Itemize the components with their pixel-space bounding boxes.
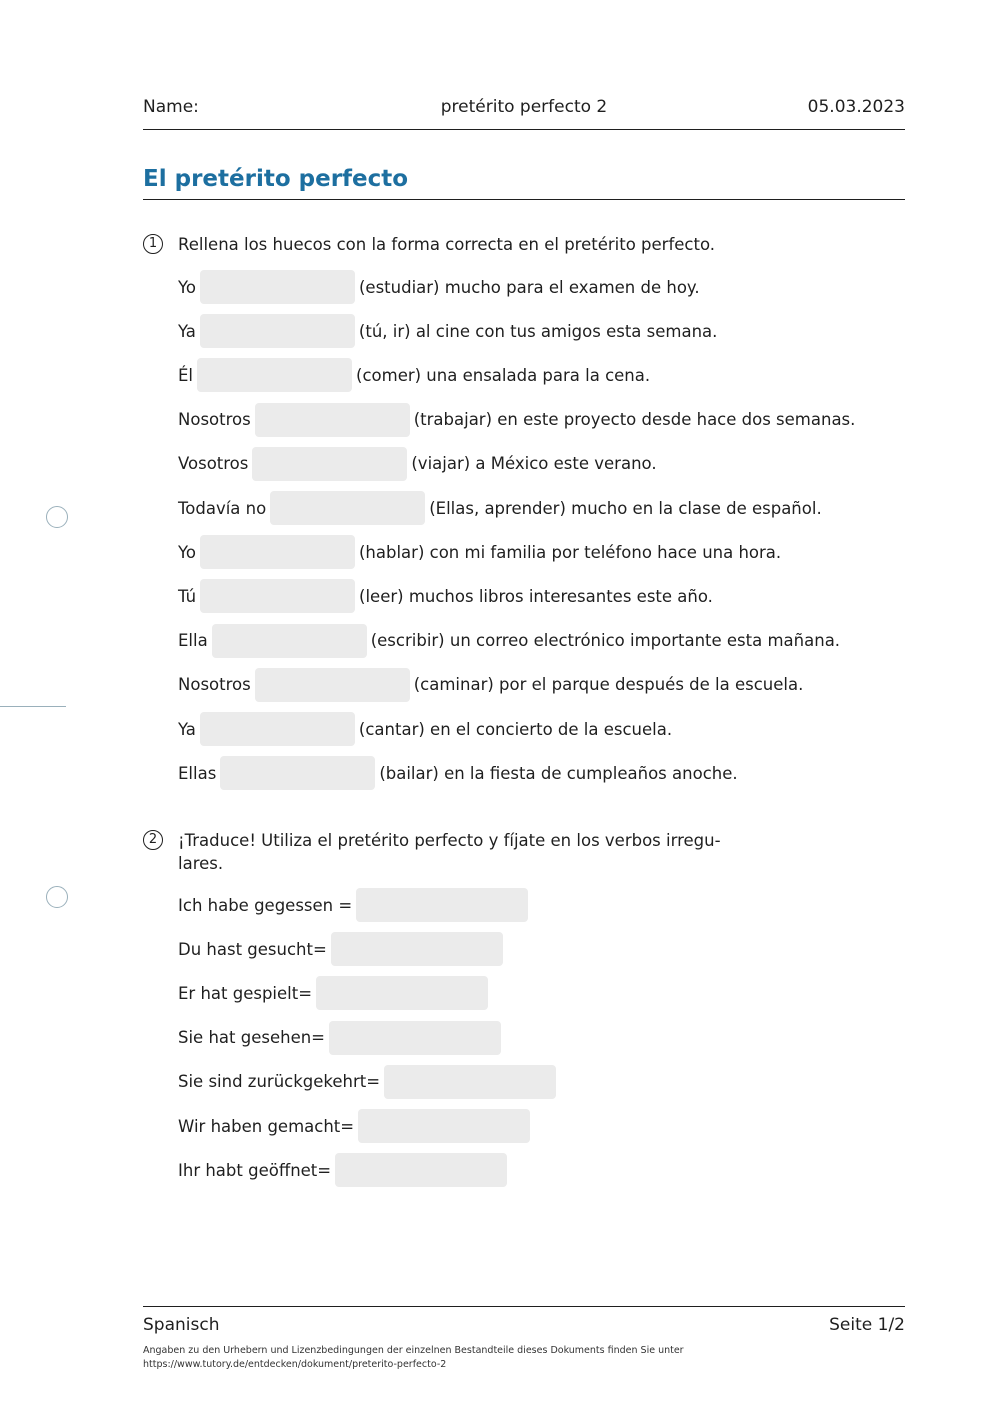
task-number-1: 1: [143, 234, 163, 254]
exercise-line: [178, 624, 840, 658]
answer-blank[interactable]: [252, 447, 407, 481]
answer-blank[interactable]: [200, 314, 355, 348]
exercise-prompt: Ich habe gegessen =: [178, 895, 353, 915]
answer-blank[interactable]: [255, 403, 410, 437]
exercise-hint: (escribir) un correo electrónico importante esta mañana.: [370, 631, 841, 651]
document-title: pretérito perfecto 2: [440, 97, 608, 117]
answer-blank[interactable]: [358, 1109, 530, 1143]
document-date: 05.03.2023: [807, 97, 905, 117]
exercise-line: [178, 535, 781, 569]
answer-blank[interactable]: [335, 1153, 507, 1187]
answer-blank[interactable]: [331, 932, 503, 966]
page-heading: El pretérito perfecto: [143, 166, 409, 192]
exercise-line: [178, 888, 532, 922]
exercise-prompt: Tú: [178, 586, 197, 606]
fold-mark: [0, 706, 66, 707]
exercise-prompt: Wir haben gemacht=: [178, 1116, 355, 1136]
answer-blank[interactable]: [384, 1065, 556, 1099]
footer-rule: [143, 1306, 905, 1307]
task2-instruction-line2: lares.: [178, 854, 224, 873]
exercise-prompt: Nosotros: [178, 675, 251, 695]
answer-blank[interactable]: [200, 579, 355, 613]
answer-blank[interactable]: [270, 491, 425, 525]
exercise-prompt: Ya: [178, 719, 196, 739]
exercise-prompt: Ya: [178, 321, 196, 341]
task1-instruction: Rellena los huecos con la forma correcta en el pretérito perfecto.: [178, 235, 716, 254]
license-note-url: https://www.tutory.de/entdecken/dokument/preterito-perfecto-2: [143, 1359, 447, 1370]
exercise-line: [178, 314, 717, 348]
heading-rule: [143, 199, 905, 200]
exercise-prompt: Vosotros: [178, 454, 249, 474]
task-number-2: 2: [143, 830, 163, 850]
answer-blank[interactable]: [212, 624, 367, 658]
exercise-line: [178, 712, 672, 746]
answer-blank[interactable]: [316, 976, 488, 1010]
exercise-line: [178, 358, 650, 392]
exercise-hint: (cantar) en el concierto de la escuela.: [358, 719, 673, 739]
exercise-hint: (trabajar) en este proyecto desde hace dos semanas.: [413, 410, 856, 430]
exercise-prompt: Er hat gespielt=: [178, 983, 313, 1003]
exercise-line: [178, 491, 822, 525]
exercise-line: [178, 932, 507, 966]
exercise-line: [178, 976, 492, 1010]
answer-blank[interactable]: [200, 535, 355, 569]
exercise-line: [178, 1021, 505, 1055]
exercise-prompt: Él: [178, 365, 194, 385]
answer-blank[interactable]: [356, 888, 528, 922]
exercise-hint: (estudiar) mucho para el examen de hoy.: [358, 277, 700, 297]
exercise-prompt: Du hast gesucht=: [178, 939, 327, 959]
exercise-prompt: Sie sind zurückgekehrt=: [178, 1072, 381, 1092]
exercise-hint: (tú, ir) al cine con tus amigos esta semana.: [358, 321, 718, 341]
subject-label: Spanisch: [143, 1315, 220, 1335]
exercise-hint: (leer) muchos libros interesantes este año.: [359, 586, 713, 606]
license-note-line1: Angaben zu den Urhebern und Lizenzbedingungen der einzelnen Bestandteile dieses Dokuments finden Sie unter: [143, 1345, 684, 1356]
exercise-prompt: Sie hat gesehen=: [178, 1028, 326, 1048]
answer-blank[interactable]: [220, 756, 375, 790]
exercise-line: [178, 756, 738, 790]
exercise-line: [178, 668, 803, 702]
exercise-prompt: Yo: [178, 277, 196, 297]
task2-instruction-line1: ¡Traduce! Utiliza el pretérito perfecto y fíjate en los verbos irregu-: [178, 831, 721, 850]
exercise-prompt: Ella: [178, 631, 208, 651]
exercise-line: [178, 447, 657, 481]
exercise-line: [178, 270, 700, 304]
exercise-prompt: Todavía no: [178, 498, 267, 518]
punch-hole-mark-bottom: [46, 886, 68, 908]
answer-blank[interactable]: [255, 668, 410, 702]
license-note: [143, 1344, 843, 1372]
task2-instruction: [178, 829, 738, 875]
exercise-hint: (caminar) por el parque después de la escuela.: [413, 675, 804, 695]
answer-blank[interactable]: [200, 712, 355, 746]
exercise-line: [178, 579, 713, 613]
exercise-line: [178, 1153, 511, 1187]
exercise-line: [178, 403, 855, 437]
exercise-prompt: Nosotros: [178, 410, 251, 430]
name-label: Name:: [143, 97, 199, 117]
exercise-prompt: Yo: [178, 542, 196, 562]
answer-blank[interactable]: [329, 1021, 501, 1055]
exercise-prompt: Ihr habt geöffnet=: [178, 1160, 332, 1180]
punch-hole-mark-top: [46, 506, 68, 528]
exercise-hint: (Ellas, aprender) mucho en la clase de español.: [429, 498, 822, 518]
exercise-hint: (comer) una ensalada para la cena.: [356, 365, 651, 385]
exercise-hint: (bailar) en la fiesta de cumpleaños anoche.: [379, 763, 738, 783]
exercise-hint: (viajar) a México este verano.: [411, 454, 657, 474]
exercise-line: [178, 1065, 560, 1099]
exercise-hint: (hablar) con mi familia por teléfono hace una hora.: [358, 542, 782, 562]
answer-blank[interactable]: [197, 358, 352, 392]
exercise-prompt: Ellas: [178, 763, 217, 783]
page-number: Seite 1/2: [829, 1315, 905, 1335]
header-rule: [143, 129, 905, 130]
answer-blank[interactable]: [200, 270, 355, 304]
exercise-line: [178, 1109, 534, 1143]
